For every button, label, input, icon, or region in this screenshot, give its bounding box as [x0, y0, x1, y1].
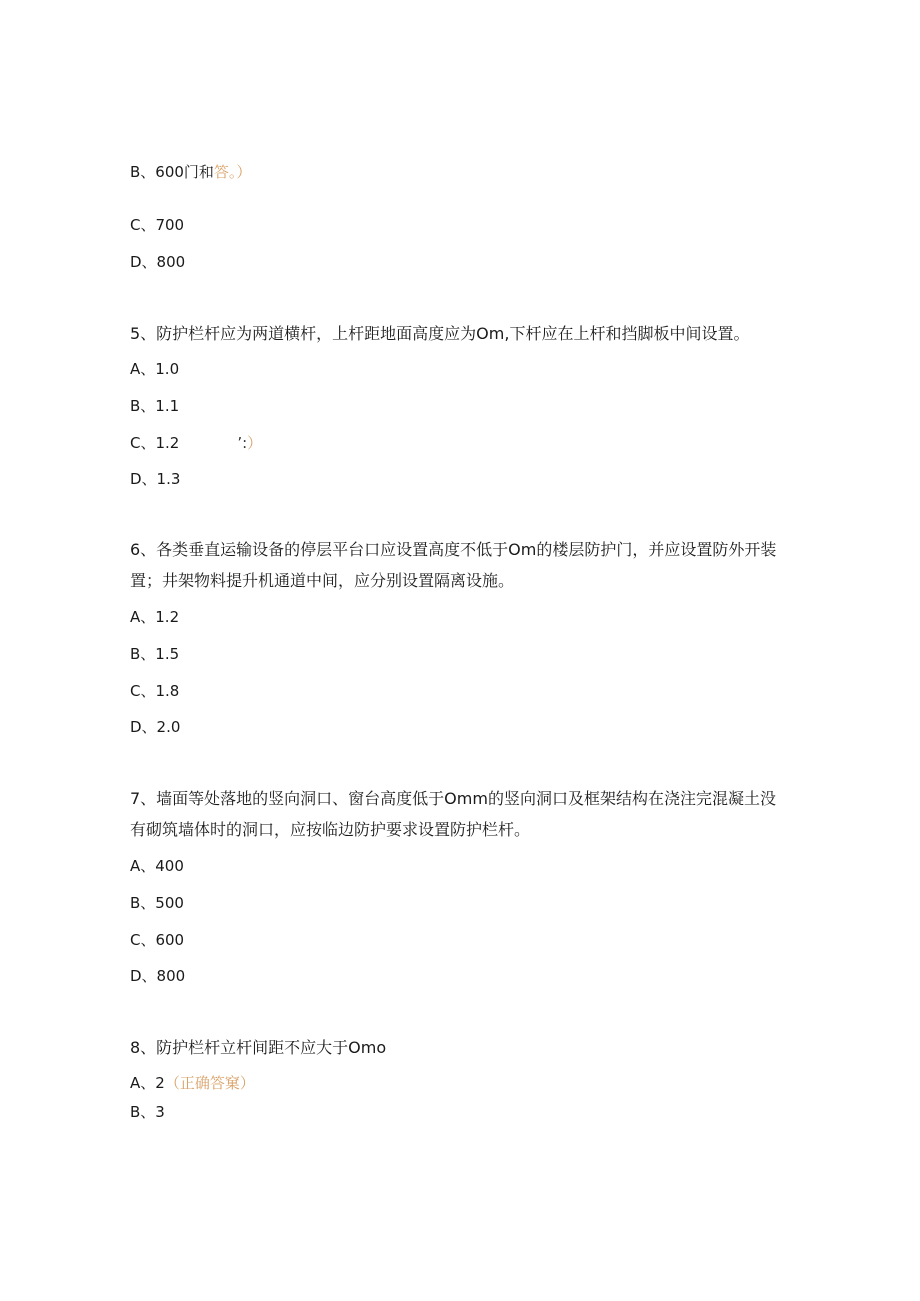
q5-option-a: A、1.0: [130, 360, 180, 378]
q4-option-d: D、800: [130, 253, 186, 271]
q6-option-c: C、1.8: [130, 682, 180, 700]
q5-option-d: D、1.3: [130, 470, 181, 488]
q5-option-c: [130, 433, 262, 453]
q4-option-b: [130, 162, 251, 182]
q5-mark-paren: ）: [247, 434, 263, 452]
q7-option-d: D、800: [130, 967, 186, 985]
q5-option-b: B、1.1: [130, 397, 180, 415]
q5-option-c-label: C、1.2: [130, 434, 180, 452]
q4-option-b-annotation: 答。）: [213, 163, 252, 181]
q5-text: 5、防护栏杆应为两道横杆，上杆距地面高度应为Om,下杆应在上杆和挡脚板中间设置。: [130, 324, 750, 343]
q8-option-b: B、3: [130, 1103, 165, 1121]
q6-text: 6、各类垂直运输设备的停层平台口应设置高度不低于Om的楼层防护门，并应设置防外开装置；井架物料提升机通道中间，应分别设置隔离设施。: [130, 540, 777, 590]
q7-option-a: A、400: [130, 857, 184, 875]
q7-option-c: C、600: [130, 931, 185, 949]
q5-option-c-mark: [237, 433, 262, 453]
q5-mark-quote: ’:: [237, 434, 248, 452]
q7-text: 7、墙面等处落地的竖向洞口、窗台高度低于Omm的竖向洞口及框架结构在浇注完混凝土没有砌筑墙体时的洞口，应按临边防护要求设置防护栏杆。: [130, 789, 776, 839]
q6-option-a: A、1.2: [130, 608, 180, 626]
q7-option-b: B、500: [130, 894, 184, 912]
q8-text: 8、防护栏杆立杆间距不应大于Omo: [130, 1038, 387, 1057]
q6-option-d: D、2.0: [130, 718, 181, 736]
q8-option-a-label: A、2: [130, 1074, 165, 1092]
q4-option-b-label: B、600门和: [130, 163, 214, 181]
q8-option-a: [130, 1073, 255, 1093]
q8-option-a-annotation: （正确答窠）: [164, 1074, 255, 1092]
q4-option-c: C、700: [130, 216, 185, 234]
q6-option-b: B、1.5: [130, 645, 180, 663]
